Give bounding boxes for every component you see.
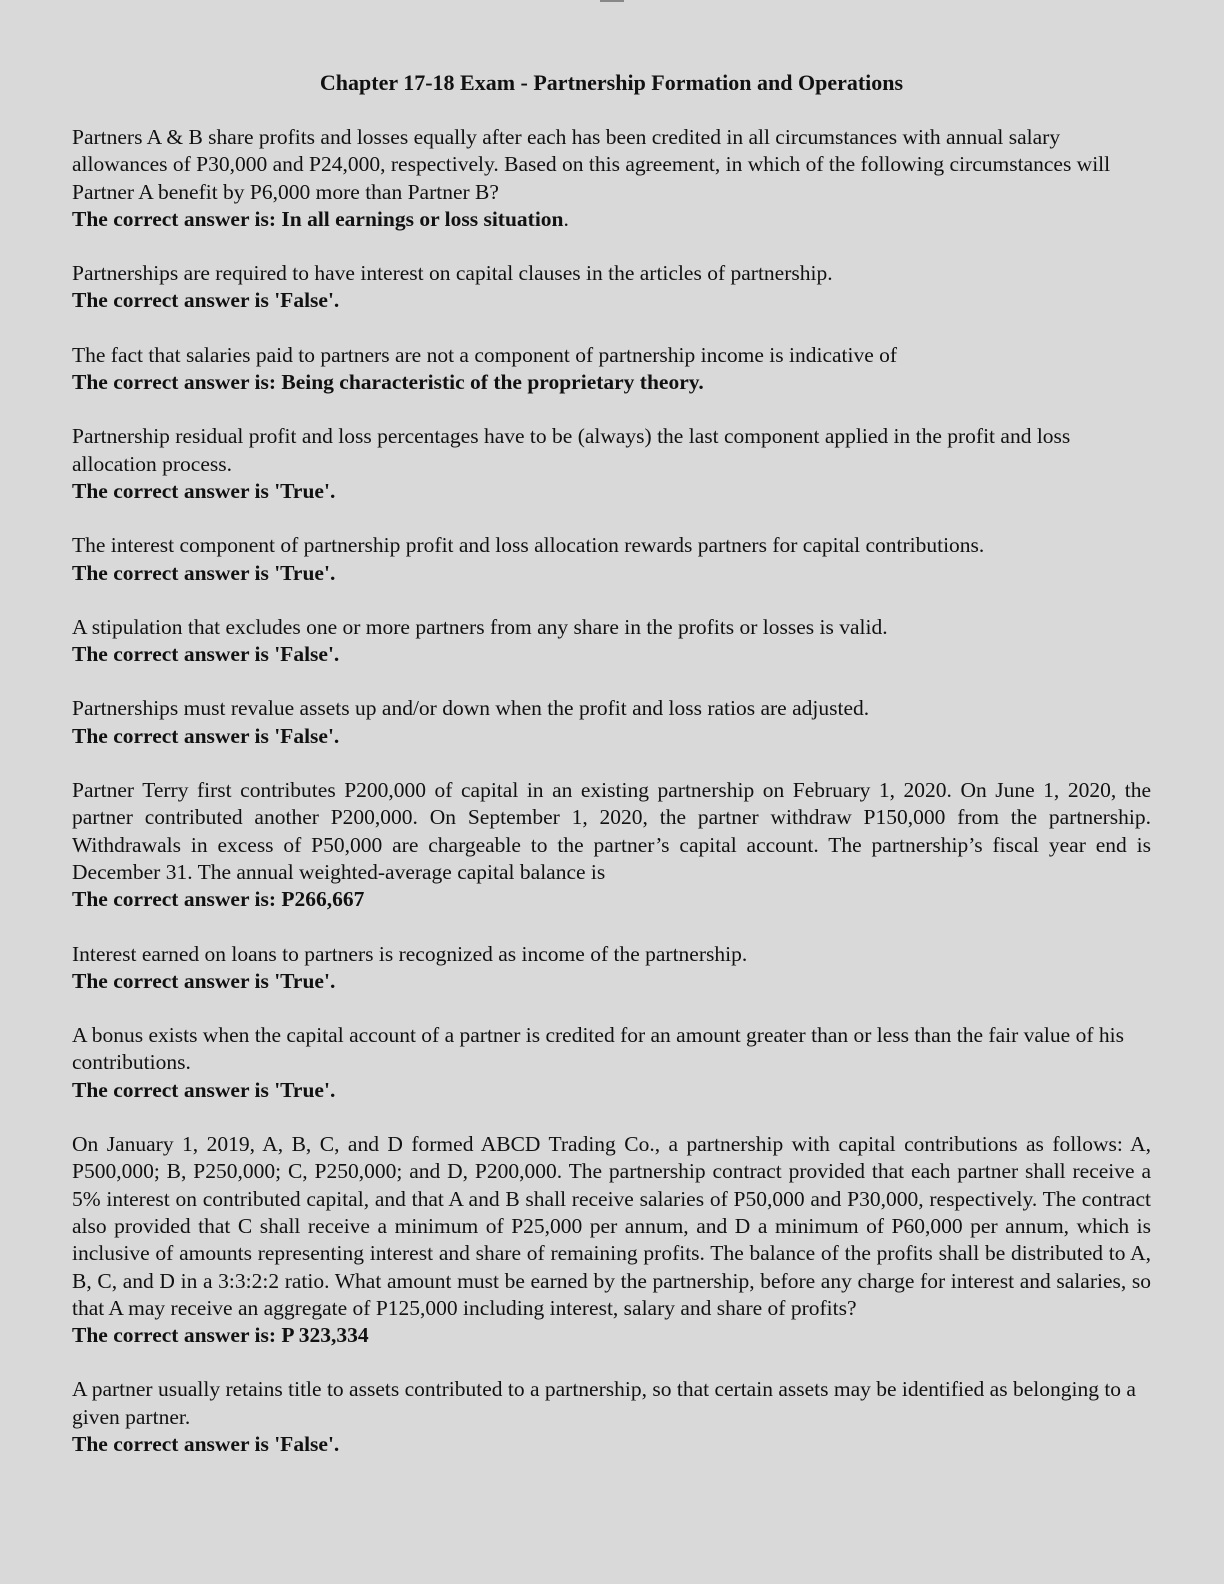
question-item [72,1131,1151,1349]
question-item [72,1376,1151,1458]
question-item [72,342,1151,397]
question-list [72,124,1151,1458]
question-item [72,124,1151,233]
question-item [72,260,1151,315]
question-text: Partnerships are required to have interest on capital clauses in the articles of partnership. [72,261,833,286]
answer-text: The correct answer is 'False'. [72,288,340,313]
answer-text: The correct answer is 'True'. [72,560,336,585]
answer-label: The correct answer is: In all earnings or loss situation [72,206,564,231]
answer-text: The correct answer is: P266,667 [72,887,365,912]
question-text: Interest earned on loans to partners is recognized as income of the partnership. [72,941,748,966]
question-item [72,941,1151,996]
question-item [72,423,1151,505]
answer-text: The correct answer is 'False'. [72,642,340,667]
answer-text [72,206,1151,233]
answer-text: The correct answer is 'False'. [72,723,340,748]
answer-suffix: . [563,206,569,231]
question-item [72,695,1151,750]
question-item [72,777,1151,913]
question-text: A stipulation that excludes one or more partners from any share in the profits or losses is valid. [72,614,888,639]
question-text: A bonus exists when the capital account of a partner is credited for an amount greater than or less than the fair value of his contributions. [72,1023,1124,1075]
page-top-mark [600,0,624,2]
question-text: Partnerships must revalue assets up and/or down when the profit and loss ratios are adjusted. [72,696,870,721]
answer-text: The correct answer is 'True'. [72,478,336,503]
question-text: A partner usually retains title to assets contributed to a partnership, so that certain assets may be identified as belonging to a given partner. [72,1377,1136,1429]
question-item [72,1022,1151,1104]
question-item [72,532,1151,587]
answer-text: The correct answer is 'True'. [72,968,336,993]
answer-text: The correct answer is: P 323,334 [72,1323,369,1348]
answer-text: The correct answer is: Being characteristic of the proprietary theory. [72,370,704,395]
document-title: Chapter 17-18 Exam - Partnership Formation and Operations [319,70,904,95]
question-text: The fact that salaries paid to partners are not a component of partnership income is indicative of [72,342,898,367]
question-text: Partner Terry first contributes P200,000 of capital in an existing partnership on February 1, 2020. On June 1, 2020, the partner contributed another P200,000. On September 1, 2020, the partner withdraw P150,000 from the partnership. Withdrawals in excess of P50,000 are chargeable to the partner’s capital account. The partnership’s fiscal year end is December 31. The annual weighted-average capital balance is [72,778,1151,884]
document-page [72,66,1151,1485]
question-item [72,614,1151,669]
answer-text: The correct answer is 'False'. [72,1431,340,1456]
question-text: On January 1, 2019, A, B, C, and D formed ABCD Trading Co., a partnership with capital contributions as follows: A, P500,000; B, P250,000; C, P250,000; and D, P200,000. The partnership contract provided that each partner shall receive a 5% interest on contributed capital, and that A and B shall receive salaries of P50,000 and P30,000, respectively. The contract also provided that C shall receive a minimum of P25,000 per annum, and D a minimum of P60,000 per annum, which is inclusive of amounts representing interest and share of remaining profits. The balance of the profits shall be distributed to A, B, C, and D in a 3:3:2:2 ratio. What amount must be earned by the partnership, before any charge for interest and salaries, so that A may receive an aggregate of P125,000 including interest, salary and share of profits? [72,1132,1151,1320]
answer-text: The correct answer is 'True'. [72,1077,336,1102]
question-text: The interest component of partnership profit and loss allocation rewards partners for capital contributions. [72,533,985,558]
question-text: Partners A & B share profits and losses equally after each has been credited in all circumstances with annual salary allowances of P30,000 and P24,000, respectively. Based on this agreement, in which of the following circumstances will Partner A benefit by P6,000 more than Partner B? [72,125,1111,204]
question-text: Partnership residual profit and loss percentages have to be (always) the last component applied in the profit and loss allocation process. [72,424,1071,476]
